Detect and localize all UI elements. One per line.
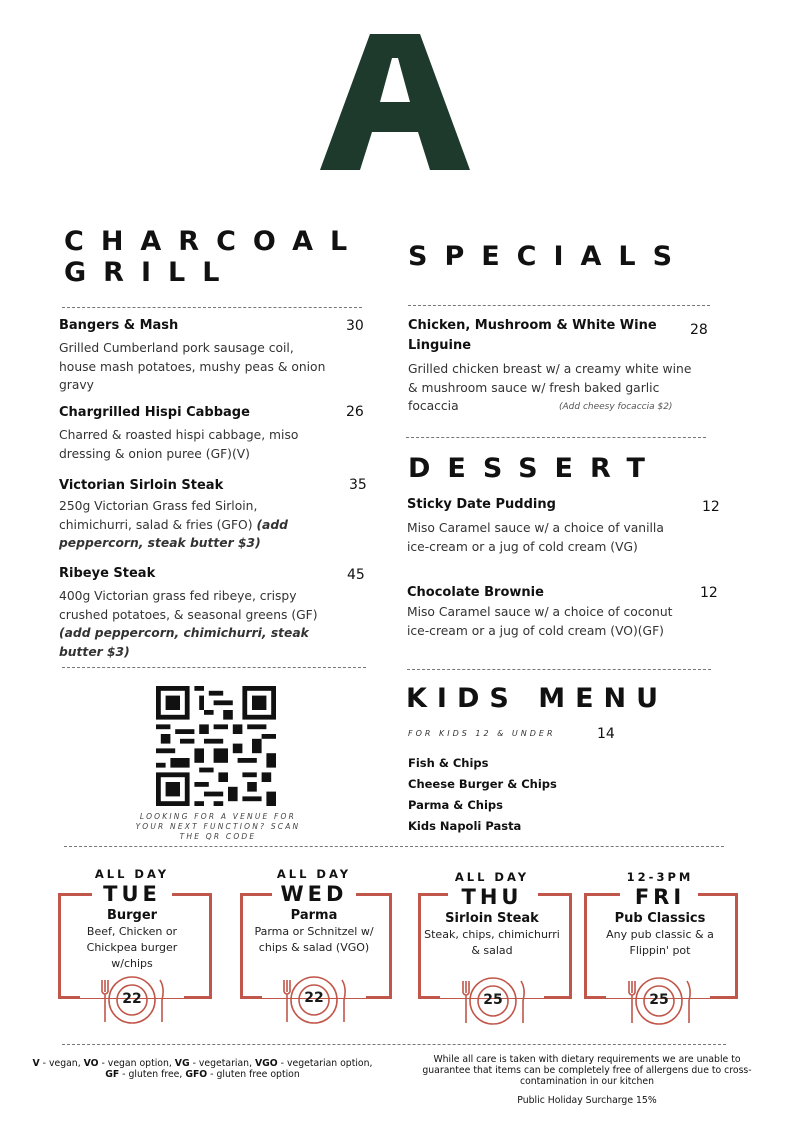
item-price: 12 <box>702 499 720 515</box>
deal-label: 12-3PM <box>626 870 694 884</box>
item-addon: (add peppercorn, steak butter $3) <box>59 517 288 550</box>
deal-desc: Any pub classic & a Flippin' pot <box>606 928 714 957</box>
surcharge-note: Public Holiday Surcharge 15% <box>517 1095 657 1106</box>
deal-name: Burger <box>106 908 158 923</box>
specials-title: SPECIALS <box>408 241 690 272</box>
qr-code-icon[interactable] <box>156 686 276 806</box>
deal-desc: Beef, Chicken or Chickpea burger w/chips <box>86 925 178 970</box>
deal-label: ALL DAY <box>276 867 352 881</box>
item-price: 35 <box>349 477 367 493</box>
list-item: Kids Napoli Pasta <box>408 819 522 833</box>
kids-subtitle: FOR KIDS 12 & UNDER <box>408 729 556 738</box>
divider <box>62 1044 726 1045</box>
menu-item <box>407 495 707 556</box>
item-name: Ribeye Steak <box>59 566 156 581</box>
item-addon: (add peppercorn, chimichurri, steak butter $3) <box>59 626 309 659</box>
item-desc: Grilled chicken breast w/ a creamy white wine & mushroom sauce w/ fresh baked garlic focaccia <box>408 362 692 413</box>
deal-name: Sirloin Steak <box>445 911 539 926</box>
item-name: Victorian Sirloin Steak <box>59 478 224 493</box>
item-price: 28 <box>690 322 708 338</box>
divider <box>62 307 362 308</box>
deal-day: FRI <box>634 885 686 909</box>
item-price: 26 <box>346 404 364 420</box>
deal-desc: Steak, chips, chimichurri & salad <box>424 928 560 957</box>
dietary-legend: V - vegan, VO - vegan option, VG - vegetarian, VGO - vegetarian option, GF - gluten free, GFO - gluten free option <box>32 1058 373 1080</box>
deal-fri <box>585 870 735 959</box>
kids-menu-title: KIDS MENU <box>406 683 669 714</box>
item-price: 12 <box>700 585 718 601</box>
menu-item <box>59 564 369 661</box>
deal-thu <box>417 870 567 959</box>
item-price: 45 <box>347 567 365 583</box>
allergen-note: While all care is taken with dietary requirements we are unable to guarantee that items can be completely free of allergens due to cross-contamination in our kitchen <box>422 1054 752 1087</box>
item-desc: Miso Caramel sauce w/ a choice of coconut ice-cream or a jug of cold cream (VO)(GF) <box>407 605 673 638</box>
deal-wed <box>239 867 389 956</box>
item-desc: Charred & roasted hispi cabbage, miso dressing & onion puree (GF)(V) <box>59 428 299 461</box>
divider <box>408 305 710 306</box>
item-desc: 250g Victorian Grass fed Sirloin, chimichurri, salad & fries (GFO) <box>59 499 258 532</box>
item-desc: Grilled Cumberland pork sausage coil, house mash potatoes, mushy peas & onion gravy <box>59 341 326 392</box>
item-name: Chargrilled Hispi Cabbage <box>59 405 250 420</box>
item-desc: 400g Victorian grass fed ribeye, crispy crushed potatoes, & seasonal greens (GF) <box>59 589 318 622</box>
deal-tue <box>57 867 207 972</box>
deal-name: Pub Classics <box>614 911 706 926</box>
deal-label: ALL DAY <box>94 867 170 881</box>
list-item: Fish & Chips <box>408 756 489 770</box>
kids-list <box>408 753 557 837</box>
charcoal-grill-title: CHARCOAL GRILL <box>64 226 365 288</box>
divider <box>62 667 366 668</box>
menu-item <box>407 583 707 640</box>
dessert-title: DESSERT <box>408 453 662 484</box>
logo-a-icon <box>320 34 470 170</box>
deal-price: 25 <box>483 992 503 1008</box>
item-note: (Add cheesy focaccia $2) <box>559 402 673 412</box>
item-name: Chocolate Brownie <box>407 585 544 600</box>
deal-day: TUE <box>103 882 161 906</box>
deal-day: WED <box>280 882 348 906</box>
deal-day: THU <box>461 885 523 909</box>
menu-item <box>59 403 369 463</box>
item-name: Bangers & Mash <box>59 318 179 333</box>
item-desc: Miso Caramel sauce w/ a choice of vanilla ice-cream or a jug of cold cream (VG) <box>407 521 664 554</box>
divider <box>406 437 706 438</box>
deal-label: ALL DAY <box>454 870 530 884</box>
list-item: Parma & Chips <box>408 798 503 812</box>
list-item: Cheese Burger & Chips <box>408 777 557 791</box>
item-name: Chicken, Mushroom & White Wine Linguine <box>408 318 657 353</box>
menu-item <box>408 316 708 416</box>
divider <box>407 669 711 670</box>
menu-item <box>59 476 369 553</box>
kids-price: 14 <box>597 726 615 742</box>
divider <box>64 846 724 847</box>
deal-price: 25 <box>649 992 669 1008</box>
deal-price: 22 <box>304 990 324 1006</box>
item-name: Sticky Date Pudding <box>407 497 556 512</box>
item-price: 30 <box>346 318 364 334</box>
deal-price: 22 <box>122 991 142 1007</box>
deal-desc: Parma or Schnitzel w/ chips & salad (VGO) <box>254 925 374 954</box>
menu-item <box>59 316 369 395</box>
deal-name: Parma <box>290 908 338 923</box>
qr-caption: LOOKING FOR A VENUE FOR YOUR NEXT FUNCTION? SCAN THE QR CODE <box>135 812 301 841</box>
